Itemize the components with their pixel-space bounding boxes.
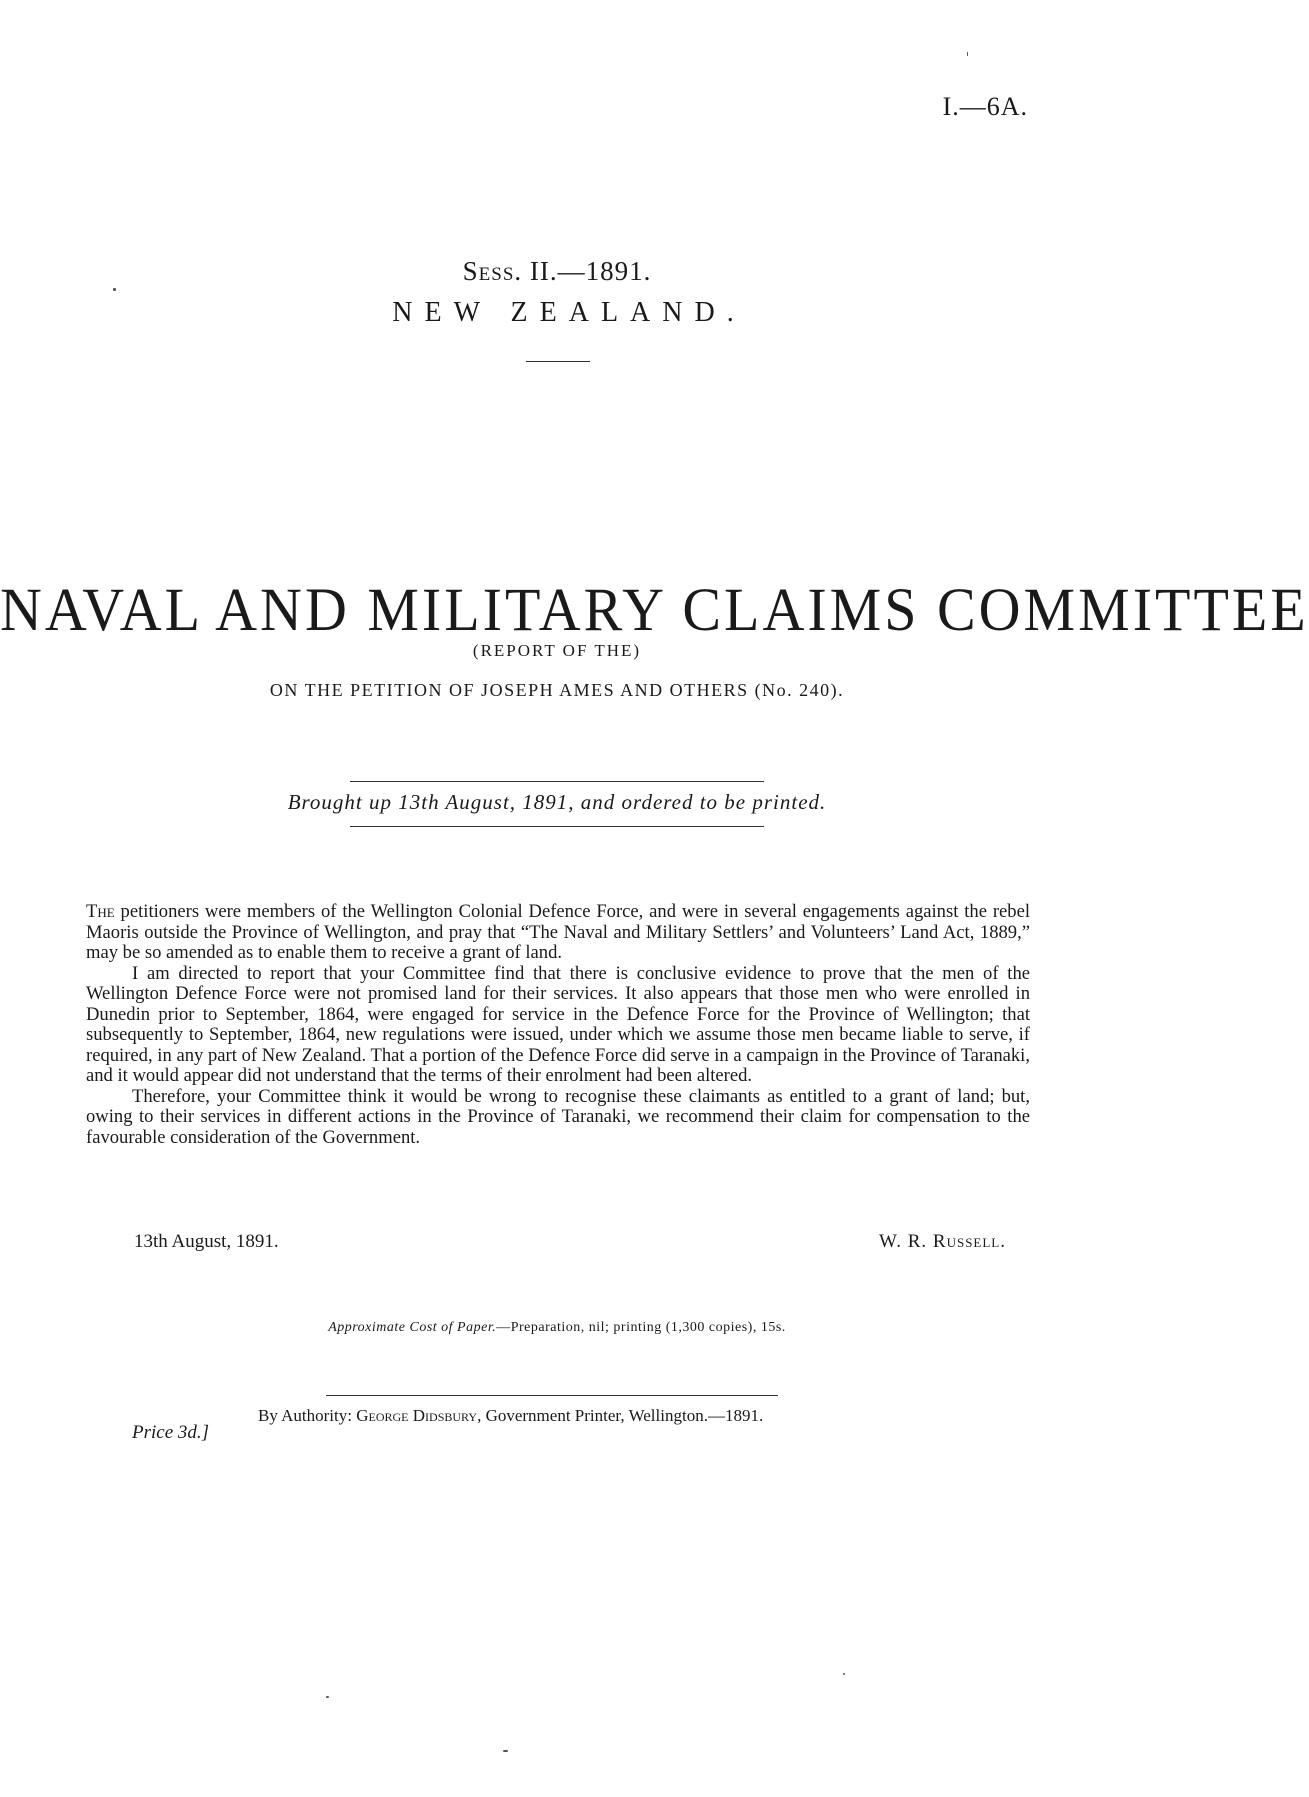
paragraph-3: Therefore, your Committee think it would be wrong to recognise these claimants as entitled to a grant of land; but, owing to their services in different actions in the Province of Taranaki, we recommend their claim for compensation to the favourable consideration of the Government. xyxy=(86,1085,1030,1148)
paper-reference: I.—6A. xyxy=(942,92,1028,121)
printer-imprint xyxy=(258,1406,763,1426)
petition-line: ON THE PETITION OF JOSEPH AMES AND OTHERS (No. 240). xyxy=(269,680,845,700)
brought-up-rule-top xyxy=(350,781,764,782)
signature-surname: Russell. xyxy=(932,1231,1006,1252)
signature-initials: W. R. xyxy=(879,1231,933,1252)
scan-speck xyxy=(967,52,968,56)
paragraph-2: I am directed to report that your Committee find that there is conclusive evidence to prove that the men of the Wellington Defence Force were not promised land for their services. It also appears that those men who were enrolled in Dunedin prior to September, 1864, were engaged for service in the Defence Force for the Province of Wellington; that subsequently to September, 1864, new regulations were issued, under which we assume those men became liable to serve, if required, in any part of New Zealand. That a portion of the Defence Force did serve in a campaign in the Province of Taranaki, and it would appear did not understand that the terms of their enrolment had been altered. xyxy=(86,962,1030,1086)
brought-up-line: Brought up 13th August, 1891, and ordered to be printed. xyxy=(287,790,827,814)
printing-cost-note xyxy=(0,1320,1114,1336)
scan-speck xyxy=(843,1673,845,1675)
cost-label: Approximate Cost of Paper. xyxy=(328,1320,497,1335)
report-subtitle: (REPORT OF THE) xyxy=(472,641,642,660)
brought-up-rule-bottom xyxy=(350,826,764,827)
country-heading: NEW ZEALAND. xyxy=(392,297,746,328)
printer-rule xyxy=(326,1395,778,1396)
price-label: Price 3d.] xyxy=(132,1422,210,1443)
authority-suffix: , Government Printer, Wellington.—1891. xyxy=(477,1406,764,1425)
paragraph-1 xyxy=(86,902,1030,964)
authority-prefix: By Authority: xyxy=(258,1406,357,1425)
scan-speck xyxy=(503,1750,508,1752)
header-divider xyxy=(526,361,590,362)
chairman-signature xyxy=(879,1231,1006,1253)
report-body xyxy=(86,902,1030,1148)
paragraph-1-text: petitioners were members of the Wellington Colonial Defence Force, and were in several engagements against the rebel Maoris outside the Province of Wellington, and pray that “The Naval and Military Settlers’ and Volunteers’ Land Act, 1889,” may be so amended as to enable them to receive a grant of land. xyxy=(86,901,1030,963)
paragraph-1-lead: The xyxy=(86,901,115,922)
cost-text: —Preparation, nil; printing (1,300 copies), 15s. xyxy=(496,1320,786,1335)
scan-speck xyxy=(113,288,116,291)
session-heading: Sess. II.—1891. xyxy=(462,256,652,286)
scan-speck xyxy=(326,1696,329,1698)
report-date: 13th August, 1891. xyxy=(134,1231,279,1252)
report-title: NAVAL AND MILITARY CLAIMS COMMITTEE xyxy=(0,575,1309,644)
printer-name: George Didsbury xyxy=(356,1406,478,1425)
